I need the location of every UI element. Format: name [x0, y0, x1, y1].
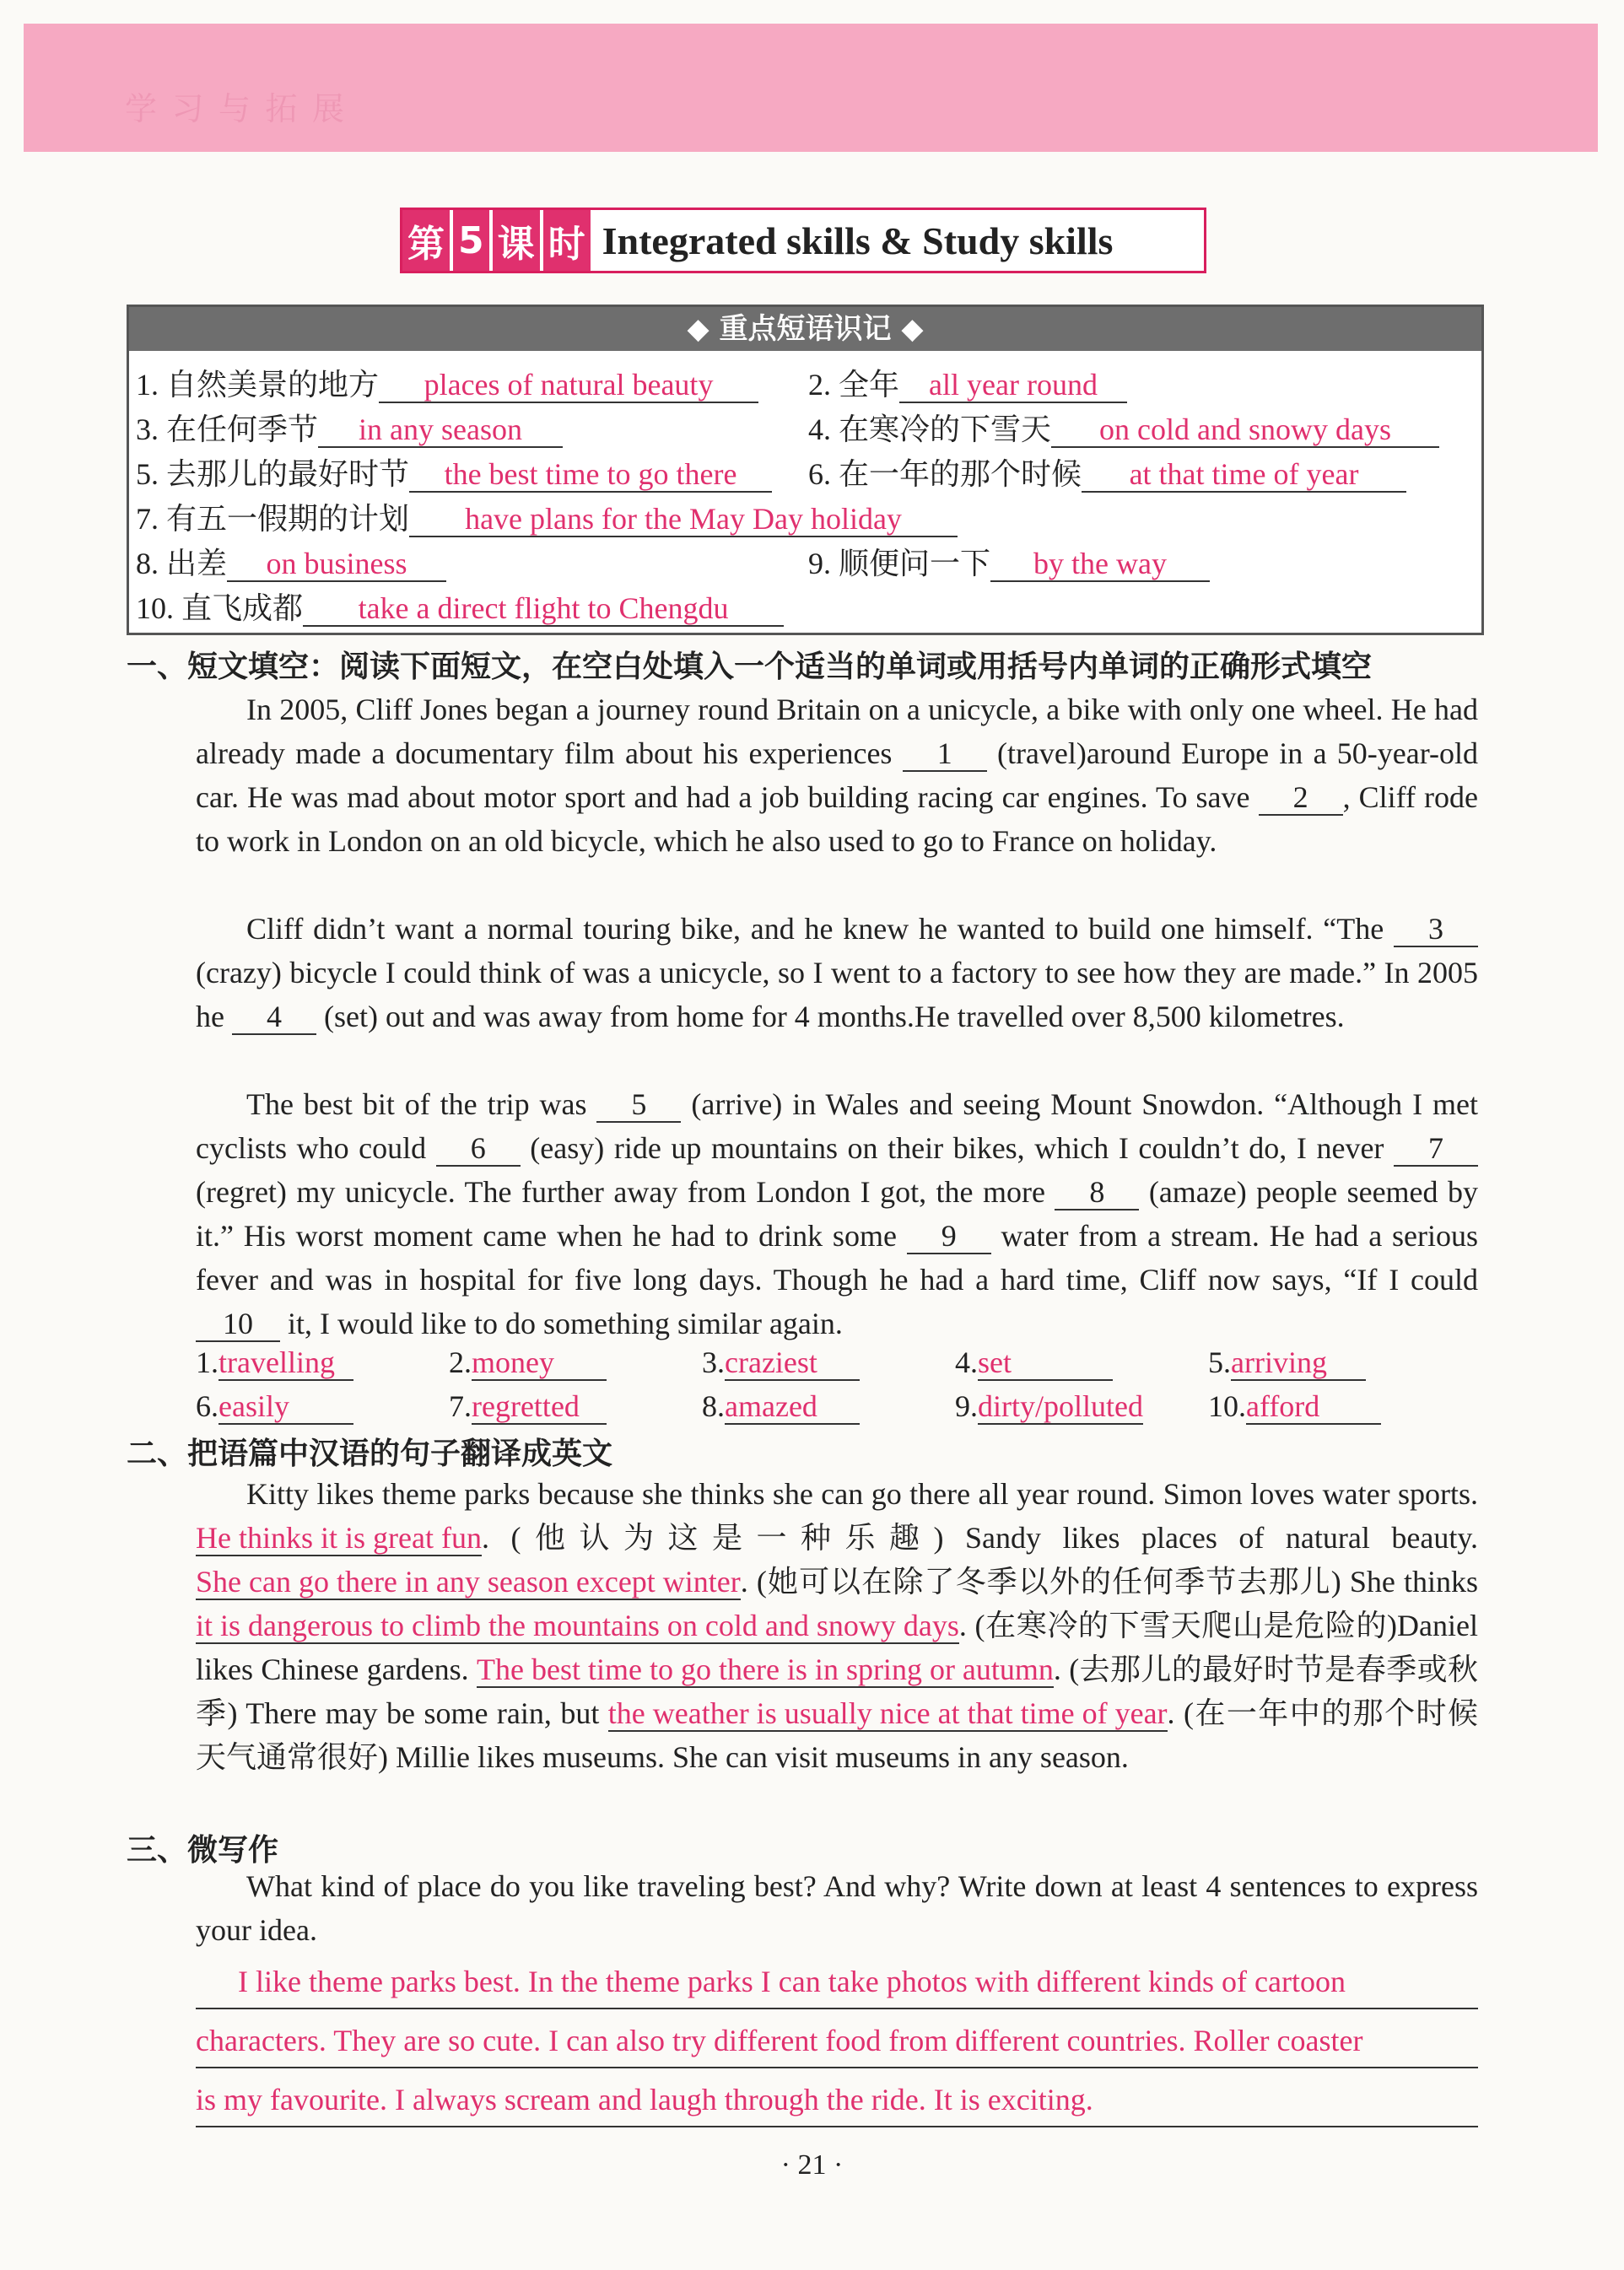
blank-number: 1 [903, 738, 987, 772]
passage-text: , Cliff rode to work in London on an old bicycle, which he also used to go to France on holiday. [196, 780, 1478, 858]
top-band [24, 24, 1598, 152]
phrase-label: 4. 在寒冷的下雪天 [808, 412, 1052, 446]
phrase-item [808, 450, 1406, 493]
phrase-answer: take a direct flight to Chengdu [303, 593, 784, 627]
phrase-answer: on cold and snowy days [1051, 414, 1439, 448]
translation-answer: the weather is usually nice at that time of year [607, 1696, 1168, 1730]
answer-word: easily [219, 1391, 353, 1425]
lesson-title-text: Integrated skills & Study skills [602, 218, 1114, 262]
lesson-title [400, 208, 1206, 273]
passage-paragraph [196, 907, 1478, 1038]
lesson-badge-char: 时 [543, 210, 591, 271]
answer-number: 1. [196, 1345, 219, 1380]
translation-text: . (在一年中的那个时候天气通常很好) Millie likes museums. She can visit museums in any season. [196, 1696, 1478, 1774]
passage-text: (set) out and was away from home for 4 months.He travelled over 8,500 kilometres. [316, 1000, 1345, 1033]
passage-text: it, I would like to do something similar again. [280, 1307, 843, 1340]
writing-prompt-text: What kind of place do you like traveling best? And why? Write down at least 4 sentences to express your idea. [196, 1869, 1478, 1947]
answer-number: 6. [196, 1389, 219, 1424]
blank-number: 2 [1259, 782, 1343, 816]
answer-number: 3. [702, 1345, 725, 1380]
passage-text: (crazy) bicycle I could think of was a unicycle, so I went to a factory to see how they are made.” In 2005 he [196, 956, 1478, 1033]
translation-paragraph [196, 1472, 1478, 1779]
translation-text: . (她可以在除了冬季以外的任何季节去那儿) She thinks [740, 1565, 1478, 1599]
phrase-label: 5. 去那儿的最好时节 [136, 457, 410, 491]
translation-answer: He thinks it is great fun [196, 1521, 482, 1555]
answer-number: 2. [449, 1345, 472, 1380]
section-heading: 三、微写作 [127, 1833, 279, 1868]
answer-number: 4. [955, 1345, 978, 1380]
phrase-answer: by the way [990, 548, 1210, 582]
blank-number: 7 [1394, 1133, 1478, 1167]
answer-number: 7. [449, 1389, 472, 1424]
translation-answer: She can go there in any season except winter [196, 1565, 741, 1599]
phrase-answer: have plans for the May Day holiday [409, 504, 958, 537]
passage-text: In 2005, Cliff Jones began a journey round Britain on a unicycle, a bike with only one wheel. He had already made a documentary film about his experiences [196, 693, 1478, 770]
blank-number: 3 [1394, 914, 1478, 947]
answer-word: arriving [1231, 1347, 1366, 1381]
answer-word: regretted [472, 1391, 607, 1425]
answer-word: amazed [725, 1391, 860, 1425]
blank-number: 8 [1055, 1177, 1139, 1210]
phrase-item [136, 406, 563, 449]
key-phrases-header: ◆ 重点短语识记 ◆ [129, 307, 1481, 351]
passage-text: (regret) my unicycle. The further away from London I got, the more [196, 1175, 1055, 1209]
translation-text: Kitty likes theme parks because she thinks she can go there all year round. Simon loves water sports. [246, 1477, 1478, 1511]
lesson-badge-char: 5 [453, 210, 489, 271]
page-number: · 21 · [780, 2149, 844, 2181]
phrase-label: 7. 有五一假期的计划 [136, 502, 410, 536]
phrase-label: 6. 在一年的那个时候 [808, 457, 1082, 491]
translation-answer: it is dangerous to climb the mountains on cold and snowy days [196, 1609, 959, 1642]
section-heading: 二、把语篇中汉语的句子翻译成英文 [127, 1437, 613, 1471]
lesson-badge-char: 第 [402, 210, 450, 271]
passage-text: (travel)around Europe in a 50-year-old car. He was mad about motor sport and had a job building racing car engines. To save [196, 736, 1478, 814]
phrase-item [808, 540, 1210, 583]
answer-number: 10. [1208, 1389, 1246, 1424]
phrase-label: 3. 在任何季节 [136, 412, 319, 446]
answer-word: dirty/polluted [978, 1389, 1143, 1424]
phrase-item [136, 450, 772, 493]
phrase-item [808, 406, 1439, 449]
passage-text: water from a stream. He had a serious fever and was in hospital for five long days. Though he had a hard time, Cliff now says, “If I could [196, 1219, 1478, 1297]
translation-answer: The best time to go there is in spring or autumn [477, 1653, 1054, 1686]
phrase-answer: on business [227, 548, 446, 582]
answer-number: 5. [1208, 1345, 1231, 1380]
phrase-answer: the best time to go there [409, 459, 772, 493]
blank-number: 9 [907, 1221, 991, 1254]
blank-number: 4 [232, 1001, 316, 1035]
passage-text: Cliff didn’t want a normal touring bike, and he knew he wanted to build one himself. “The [246, 912, 1394, 946]
phrase-label: 8. 出差 [136, 547, 228, 580]
passage-paragraph [196, 1082, 1478, 1345]
answer-word: craziest [725, 1347, 860, 1381]
phrase-answer: all year round [899, 369, 1127, 403]
blank-number: 5 [596, 1089, 681, 1123]
passage-text: The best bit of the trip was [246, 1087, 597, 1121]
answer-grid [196, 1337, 1486, 1425]
answer-word: set [978, 1347, 1113, 1381]
answer-word: money [472, 1347, 607, 1381]
phrase-item [136, 540, 446, 583]
passage-text: (easy) ride up mountains on their bikes, which I couldn’t do, I never [520, 1131, 1394, 1165]
header-faint-text: 学 习 与 拓 展 [125, 92, 348, 127]
translation-text: . (去那儿的最好时节是春季或秋季) There may be some rain, but [196, 1653, 1478, 1730]
answer-word: travelling [219, 1347, 353, 1381]
writing-line: is my favourite. I always scream and laugh through the ride. It is exciting. [196, 2073, 1478, 2127]
writing-line: characters. They are so cute. I can also try different food from different countries. Roller coaster [196, 2014, 1478, 2068]
lesson-badge [402, 210, 594, 271]
key-phrases-box [127, 305, 1484, 635]
phrase-item [136, 495, 958, 538]
translation-text: . (他认为这是一种乐趣) Sandy likes places of natural beauty. [481, 1521, 1478, 1555]
blank-number: 10 [196, 1308, 280, 1342]
phrase-answer: at that time of year [1082, 459, 1406, 493]
phrase-item [808, 361, 1127, 404]
phrase-answer: places of natural beauty [379, 369, 758, 403]
passage-paragraph [196, 687, 1478, 863]
translation-text: . (在寒冷的下雪天爬山是危险的)Daniel likes Chinese gardens. [196, 1609, 1478, 1686]
answer-number: 8. [702, 1389, 725, 1424]
section-heading: 一、短文填空：阅读下面短文，在空白处填入一个适当的单词或用括号内单词的正确形式填空 [127, 650, 1373, 684]
phrase-label: 10. 直飞成都 [136, 591, 304, 625]
phrase-item [136, 585, 784, 628]
phrase-label: 1. 自然美景的地方 [136, 368, 380, 402]
writing-line: I like theme parks best. In the theme parks I can take photos with different kinds of cartoon [196, 1955, 1478, 2009]
passage-text: (arrive) in Wales and seeing Mount Snowdon. “Although I met cyclists who could [196, 1087, 1478, 1165]
passage-text: (amaze) people seemed by it.” His worst moment came when he had to drink some [196, 1175, 1478, 1253]
phrase-answer: in any season [318, 414, 563, 448]
answer-number: 9. [955, 1389, 978, 1424]
phrase-label: 9. 顺便问一下 [808, 547, 991, 580]
blank-number: 6 [436, 1133, 521, 1167]
writing-prompt [196, 1864, 1478, 1952]
phrase-item [136, 361, 758, 404]
lesson-badge-char: 课 [493, 210, 540, 271]
phrase-label: 2. 全年 [808, 368, 900, 402]
answer-word: afford [1246, 1391, 1381, 1425]
